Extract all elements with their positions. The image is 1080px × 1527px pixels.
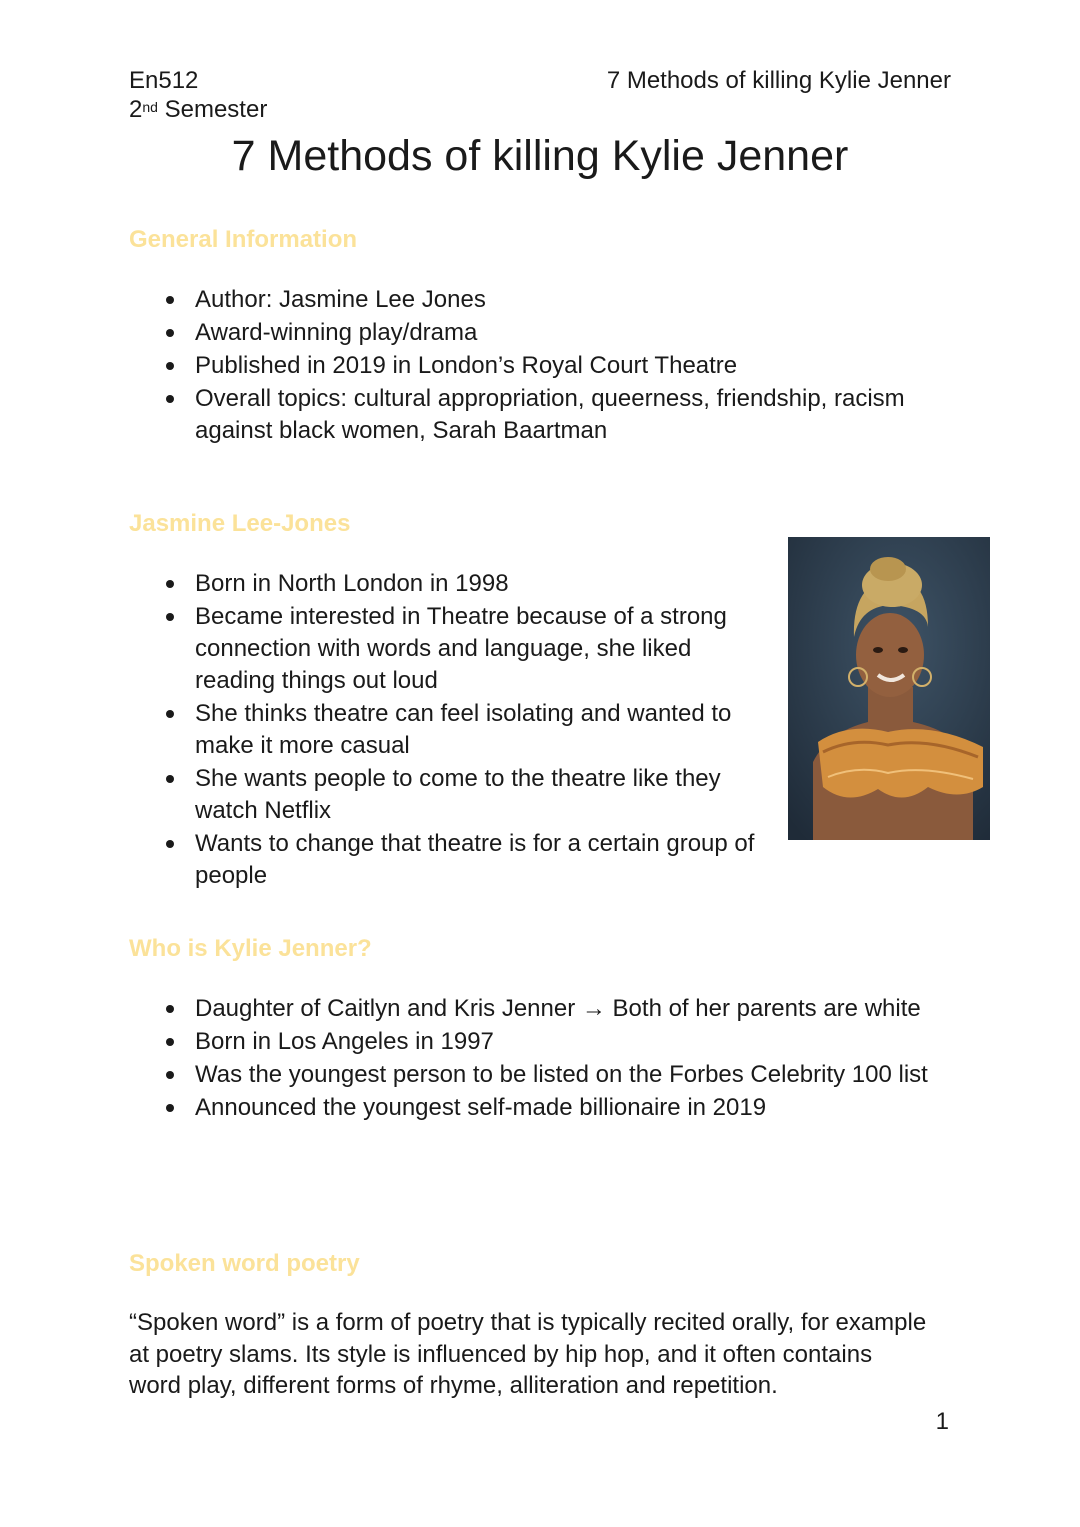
section-heading-general: General Information [129, 226, 358, 253]
kylie-list [129, 993, 959, 1125]
general-info-list [129, 284, 959, 448]
section-heading-kylie: Who is Kylie Jenner? [129, 935, 372, 962]
section-heading-poetry: Spoken word poetry [129, 1250, 360, 1277]
list-item: Born in North London in 1998 [129, 568, 769, 600]
list-item: Award-winning play/drama [129, 317, 959, 349]
list-item: Wants to change that theatre is for a certain group of people [129, 828, 769, 892]
page-title: 7 Methods of killing Kylie Jenner [231, 132, 849, 180]
list-item: She wants people to come to the theatre like they watch Netflix [129, 763, 769, 827]
running-header-title: 7 Methods of killing Kylie Jenner [606, 67, 951, 94]
course-code: En512 [129, 67, 199, 94]
list-item: Born in Los Angeles in 1997 [129, 1026, 959, 1058]
list-item: Became interested in Theatre because of a strong connection with words and language, she liked reading things out loud [129, 601, 769, 697]
semester-word: Semester [157, 96, 268, 123]
list-item: Was the youngest person to be listed on the Forbes Celebrity 100 list [129, 1059, 959, 1091]
list-item: She thinks theatre can feel isolating and wanted to make it more casual [129, 698, 769, 762]
list-item: Daughter of Caitlyn and Kris Jenner → Both of her parents are white [129, 993, 959, 1025]
list-item: Published in 2019 in London’s Royal Court Theatre [129, 350, 959, 382]
list-item: Announced the youngest self-made billionaire in 2019 [129, 1092, 959, 1124]
poetry-paragraph: “Spoken word” is a form of poetry that is typically recited orally, for example at poetry slams. Its style is influenced by hip hop, and it often contains word play, different forms of rhyme, alliteration and repetition. [129, 1309, 927, 1399]
semester-label [129, 95, 267, 124]
list-item: Author: Jasmine Lee Jones [129, 284, 959, 316]
semester-number: 2 [129, 96, 143, 123]
section-heading-author: Jasmine Lee-Jones [129, 510, 351, 537]
author-list [129, 568, 769, 893]
page-number: 1 [935, 1408, 949, 1435]
author-photo [788, 537, 990, 840]
semester-ordinal: nd [142, 99, 158, 115]
list-item: Overall topics: cultural appropriation, queerness, friendship, racism against black women, Sarah Baartman [129, 383, 959, 447]
author-portrait-illustration [788, 537, 990, 840]
